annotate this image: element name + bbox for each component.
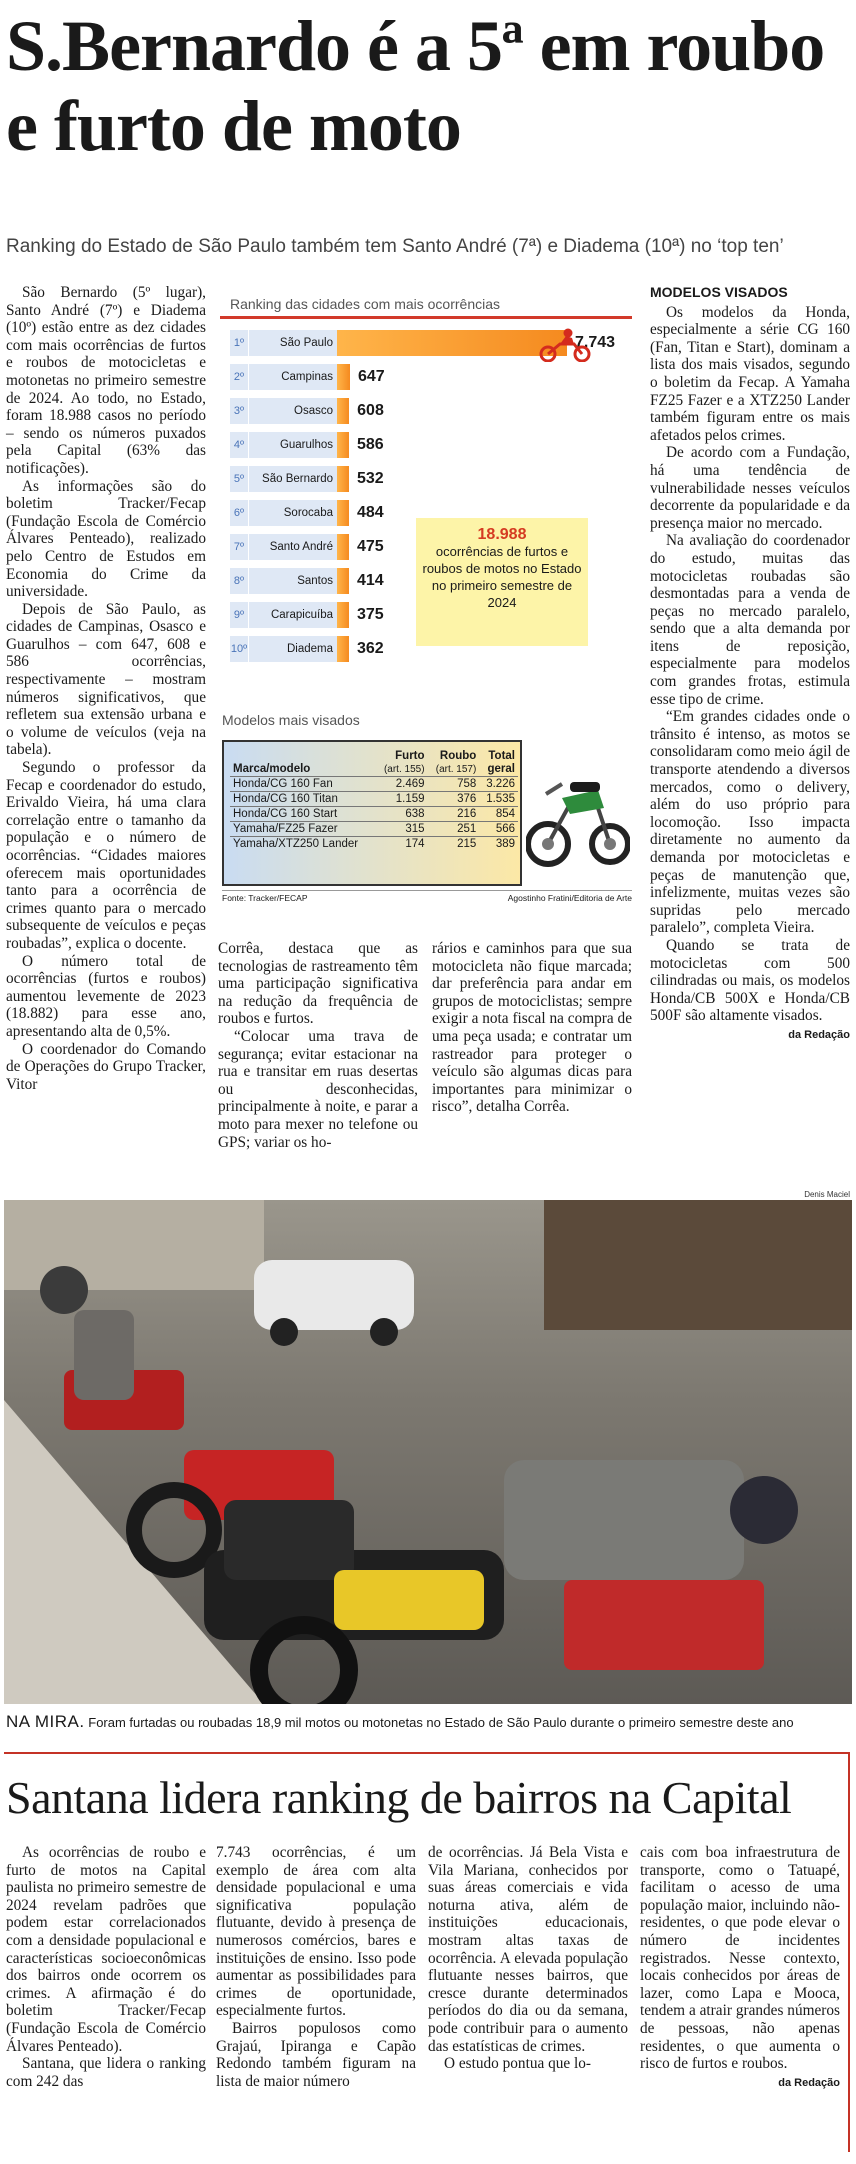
col-header-roubo: Roubo (art. 157) — [435, 750, 477, 775]
paragraph: As informações são do boletim Tracker/Fecap (Fundação Escola de Comércio Álvares Penteado), realizado pelo Centro de Estudos em Economia do Crime da universidade. — [6, 477, 206, 601]
section2-column-4 — [640, 1844, 840, 2092]
ranking-row — [230, 532, 384, 562]
paragraph: As ocorrências de roubo e furto de motos na Capital paulista no primeiro semestre de 2024 revelam padrões que podem estar correlacionados com a densidade populacional e características socioeconômicas dos bairros onde ocorrem os crimes. A afirmação é do boletim Tracker/Fecap (Fundação Escola de Comércio Álvares Penteado). — [6, 1844, 206, 2055]
rank-bar — [337, 398, 349, 424]
rank-number: 7º — [230, 534, 248, 560]
models-panel — [222, 740, 522, 886]
models-table — [230, 750, 518, 851]
motorcycle-illustration — [526, 732, 630, 882]
paragraph: Santana, que lidera o ranking com 242 das — [6, 2055, 206, 2090]
paragraph: De acordo com a Fundação, há uma tendência de vulnerabilidade nesses veículos decorrente da popularidade e da presença maior no mercado. — [650, 444, 850, 532]
paragraph: 7.743 ocorrências, é um exemplo de área com alta densidade populacional e uma significativa população flutuante, devido à presença de numerosos comércios, bares e instituições de ensino. Isso pode aumentar as possibilidades para crimes de oportunidade, especialmente furtos. — [216, 1844, 416, 2020]
rank-city: São Bernardo — [249, 466, 337, 492]
total-callout-text: ocorrências de furtos e roubos de motos no Estado no primeiro semestre de 2024 — [422, 544, 582, 610]
rank-city: Santo André — [249, 534, 337, 560]
rank-number: 6º — [230, 500, 248, 526]
rank-value: 7.743 — [575, 334, 616, 351]
motorcycle-rider-icon — [538, 328, 594, 362]
article-column-4 — [650, 284, 850, 1045]
rank-value: 414 — [357, 572, 384, 589]
caption-label: NA MIRA. — [6, 1712, 85, 1731]
ranking-row — [230, 498, 384, 528]
rank-bar — [337, 534, 349, 560]
rank-number: 8º — [230, 568, 248, 594]
rank-bar — [337, 364, 350, 390]
photo-caption — [6, 1712, 852, 1732]
table-row: Yamaha/XTZ250 Lander 174 215 389 — [230, 837, 518, 852]
table-row: Honda/CG 160 Titan 1.159 376 1.535 — [230, 792, 518, 807]
rank-bar — [337, 432, 349, 458]
total-callout — [416, 518, 588, 646]
paragraph: O estudo pontua que lo- — [444, 2055, 591, 2073]
rank-bar — [337, 330, 567, 356]
table-row: Honda/CG 160 Fan 2.469 758 3.226 — [230, 777, 518, 792]
ranking-row — [230, 396, 384, 426]
article-column-1 — [6, 284, 206, 1093]
caption-text: Foram furtadas ou roubadas 18,9 mil motos ou motonetas no Estado de São Paulo durante o primeiro semestre deste ano — [88, 1715, 794, 1730]
ranking-row — [230, 362, 385, 392]
paragraph: O coordenador do Comando de Operações do Grupo Tracker, Vitor — [6, 1040, 206, 1093]
rank-city: São Paulo — [249, 330, 337, 356]
col-header-furto: Furto (art. 155) — [383, 750, 425, 775]
paragraph: Depois de São Paulo, as cidades de Campinas, Osasco e Guarulhos – com 647, 608 e 586 ocorrências, respectivamente – mostram números significativos, que refletem sua extensão urbana e o volume de veículos (veja na tabela). — [6, 600, 206, 759]
section2-column-1 — [6, 1844, 206, 2090]
rank-city: Guarulhos — [249, 432, 337, 458]
subheadline: Ranking do Estado de São Paulo também tem Santo André (7ª) e Diadema (10ª) no ‘top ten’ — [6, 236, 784, 257]
models-table-box — [220, 712, 632, 902]
rank-bar — [337, 602, 349, 628]
rank-value: 647 — [357, 368, 385, 385]
rank-value: 532 — [357, 470, 384, 487]
chart-credits — [222, 890, 632, 903]
paragraph: O número total de ocorrências (furtos e roubos) aumentou levemente de 2023 (18.882) para esse ano, apresentando alta de 0,5%. — [6, 952, 206, 1040]
rank-bar — [337, 568, 349, 594]
rank-value: 362 — [357, 640, 384, 657]
rank-bar — [337, 636, 349, 662]
source-label: Fonte: Tracker/FECAP — [222, 893, 308, 903]
rank-value: 586 — [357, 436, 384, 453]
total-callout-number: 18.988 — [477, 526, 527, 543]
rank-number: 4º — [230, 432, 248, 458]
ranking-title-rule — [220, 316, 632, 319]
paragraph: “Colocar uma trava de segurança; evitar estacionar na rua e transitar em ruas desertas ou desconhecidas, principalmente à noite, e parar a moto para mexer no telefone ou GPS; variar os ho- — [218, 1027, 418, 1151]
headline: S.Bernardo é a 5ª em roubo e furto de moto — [6, 6, 825, 166]
rank-number: 2º — [230, 364, 248, 390]
table-row: Yamaha/FZ25 Fazer 315 251 566 — [230, 822, 518, 837]
rank-number: 5º — [230, 466, 248, 492]
article-column-3 — [432, 940, 632, 1116]
table-row: Honda/CG 160 Start 638 216 854 — [230, 807, 518, 822]
rank-value: 475 — [357, 538, 384, 555]
paragraph: rários e caminhos para que sua motocicleta não fique marcada; dar preferência para andar em grupos de motociclistas; sempre exigir a nota fiscal na compra de uma peça usada; e contratar um rastreador para proteger o veículo são algumas dicas para importantes para minimizar o risco”, detalha Corrêa. — [432, 940, 632, 1116]
ranking-title: Ranking das cidades com mais ocorrências — [230, 296, 501, 312]
byline-tag: da Redação — [788, 1028, 850, 1041]
rank-city: Diadema — [249, 636, 337, 662]
paragraph: de ocorrências. Já Bela Vista e Vila Mariana, conhecidos por suas áreas comerciais e vida noturna ativa, além de instituições educacionais, mostram altas taxas de ocorrência. A elevada população flutuante nesses bairros, que cresce durante determinados períodos do dia ou da semana, pode contribuir para o aumento das estatísticas de crimes. — [428, 1844, 628, 2055]
rank-number: 1º — [230, 330, 248, 356]
paragraph: Na avaliação do coordenador do estudo, muitas das motocicletas roubadas são desmontadas para a venda de peças no mercado paralelo, sendo que a alta demanda por itens de reposição, especialmente para modelos com grandes frotas, estimula esse tipo de crime. — [650, 532, 850, 708]
paragraph: São Bernardo (5º lugar), Santo André (7º) e Diadema (10º) estão entre as dez cidades com mais ocorrências de furtos e roubos de motocicletas e motonetas no primeiro semestre de 2024. Ao todo, no Estado, foram 18.988 casos no período – sendo os números puxados pela Capital (63% das notificações). — [6, 284, 206, 477]
models-header-row — [230, 750, 518, 777]
ranking-row — [230, 430, 384, 460]
ranking-row — [230, 600, 384, 630]
section2-headline: Santana lidera ranking de bairros na Capital — [6, 1772, 792, 1823]
section-label: MODELOS VISADOS — [650, 284, 788, 300]
rank-city: Santos — [249, 568, 337, 594]
paragraph: Bairros populosos como Grajaú, Ipiranga e Capão Redondo também figuram na lista de maior número — [216, 2019, 416, 2090]
rank-value: 608 — [357, 402, 384, 419]
rank-number: 10º — [230, 636, 248, 662]
rank-value: 484 — [357, 504, 384, 521]
section2-column-2 — [216, 1844, 416, 2090]
ranking-row — [230, 464, 384, 494]
col-header-total: Total geral — [487, 750, 515, 775]
models-title: Modelos mais visados — [222, 712, 360, 728]
rank-city: Sorocaba — [249, 500, 337, 526]
rank-bar — [337, 500, 349, 526]
photo-credit: Denis Maciel — [804, 1190, 850, 1199]
rank-city: Campinas — [249, 364, 337, 390]
col-header-model: Marca/modelo — [233, 763, 311, 775]
rank-number: 3º — [230, 398, 248, 424]
rank-number: 9º — [230, 602, 248, 628]
paragraph: Corrêa, destaca que as tecnologias de rastreamento têm uma participação significativa na redução da frequência de roubos e furtos. — [218, 940, 418, 1028]
paragraph: Segundo o professor da Fecap e coordenador do estudo, Erivaldo Vieira, há uma clara correlação entre o tamanho da população e o número de ocorrências. “Cidades maiores oferecem mais oportunidades tanto para a ocorrência de crimes quanto para o mercado subsequente de veículos e peças roubadas”, explica o docente. — [6, 759, 206, 952]
section2-column-3 — [428, 1844, 628, 2073]
ranking-row — [230, 634, 384, 664]
paragraph: cais com boa infraestrutura de transporte, como o Tatuapé, facilitam o acesso de uma população maior, incluindo não-residentes, o que pode elevar o número de incidentes registrados. Nesse contexto, locais conhecidos por áreas de lazer, como Lapa e Mooca, tendem a atrair grandes números de pessoas, não apenas residentes, o que aumenta o risco de furtos e roubos. — [640, 1844, 840, 2073]
rank-city: Osasco — [249, 398, 337, 424]
rank-city: Carapicuíba — [249, 602, 337, 628]
paragraph: Quando se trata de motocicletas com 500 cilindradas ou mais, os modelos Honda/CB 500X e Honda/CB 500F são altamente visados. — [650, 936, 850, 1025]
paragraph: Os modelos da Honda, especialmente a série CG 160 (Fan, Titan e Start), dominam a lista dos mais visados, segundo o boletim da Fecap. A Yamaha FZ25 Fazer e a XTZ250 Lander também figuram entre os mais afetados pelos crimes. — [650, 303, 850, 444]
art-credit: Agostinho Fratini/Editoria de Arte — [507, 893, 632, 903]
article-column-2 — [218, 940, 418, 1151]
ranking-row — [230, 566, 384, 596]
street-photo — [4, 1200, 852, 1704]
paragraph: “Em grandes cidades onde o trânsito é intenso, as motos se consolidaram como meio ágil de transporte atendendo a diversos mercados, como o delivery, além do uso próprio para locomoção. Isso impacta diretamente no aumento da demanda por motocicletas e peças de manutenção que, infelizmente, muitas vezes são supridas pelo mercado paralelo”, completa Vieira. — [650, 708, 850, 937]
photo-motorcycles-parked — [4, 1200, 852, 1704]
rank-bar — [337, 466, 349, 492]
byline-tag: da Redação — [778, 2076, 840, 2089]
rank-value: 375 — [357, 606, 384, 623]
